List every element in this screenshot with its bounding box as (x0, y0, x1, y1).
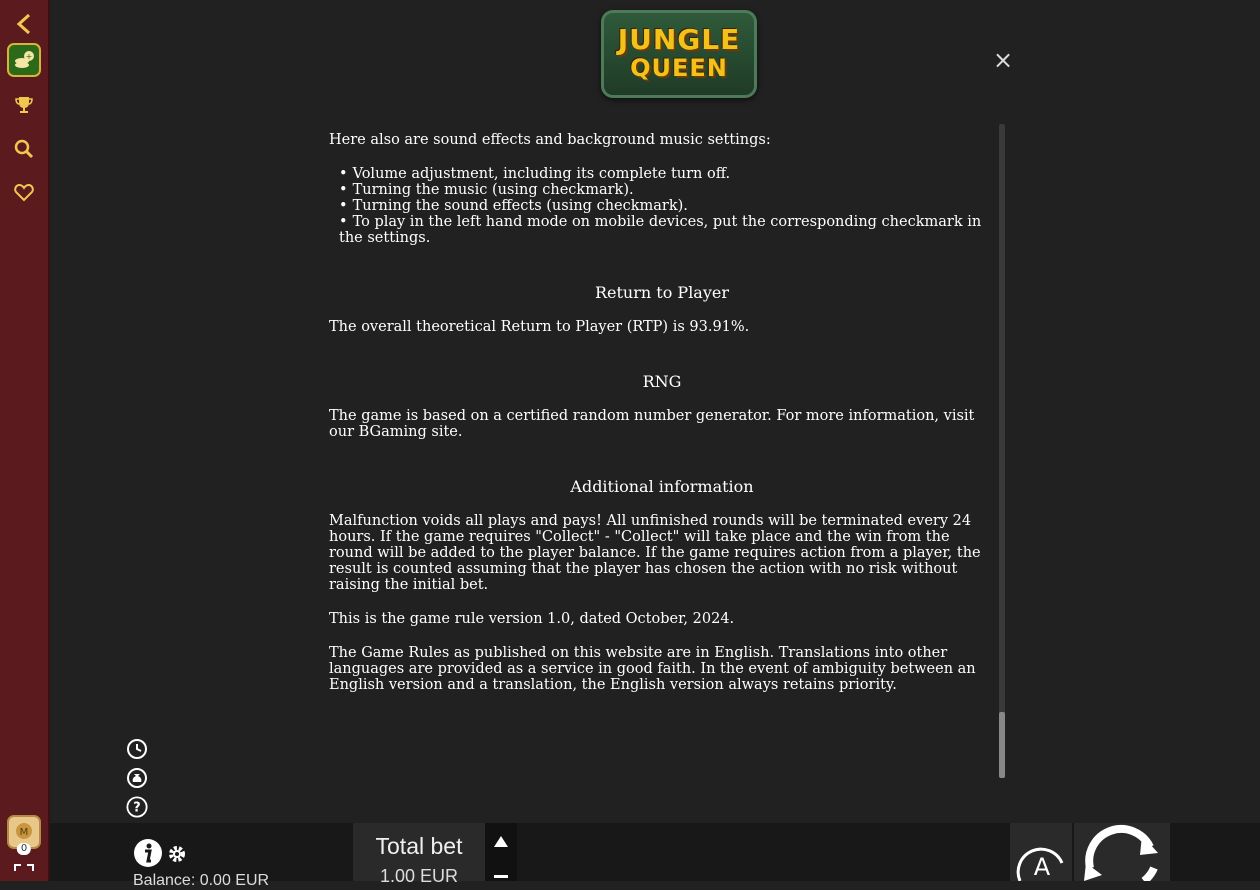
scrollbar-track[interactable] (999, 124, 1005, 778)
balance-display: Balance: 0.00 EUR (133, 872, 270, 889)
rules-panel (329, 124, 995, 778)
info-icon[interactable] (133, 838, 163, 868)
mission-count-badge: 0 (17, 843, 31, 855)
left-sidebar (0, 0, 50, 881)
game-logo (601, 10, 757, 98)
scrollbar-thumb[interactable] (999, 712, 1005, 778)
mission-badge-letter: M (19, 827, 29, 838)
settings-intro: Here also are sound effects and background music settings: (329, 132, 771, 148)
mission-button[interactable] (0, 810, 48, 854)
autoplay-label: A (1033, 853, 1051, 881)
list-item: • Turning the music (using checkmark). (329, 182, 995, 198)
autoplay-button[interactable] (1010, 823, 1072, 881)
language-text: The Game Rules as published on this website are in English. Translations into other languages are provided as a service in good faith. In the event of ambiguity between an English version and a translation, the English version always retains priority. (329, 645, 976, 693)
rng-text: The game is based on a certified random number generator. For more information, visit our BGaming site. (329, 408, 975, 440)
logo-line-1: JUNGLE (617, 23, 741, 56)
rtp-heading: Return to Player (594, 283, 729, 302)
additional-heading: Additional information (570, 477, 754, 496)
games-icon (7, 43, 41, 77)
spin-icon (1074, 823, 1170, 881)
close-button[interactable]: × (992, 46, 1014, 74)
money-bag-icon[interactable] (126, 767, 148, 789)
rtp-text: The overall theoretical Return to Player (RTP) is 93.91%. (329, 319, 750, 335)
svg-text:+: + (25, 52, 33, 61)
games-button[interactable] (0, 41, 48, 79)
total-bet-panel (353, 823, 485, 886)
spin-button[interactable] (1074, 823, 1170, 881)
mission-icon (7, 815, 41, 854)
gear-icon[interactable] (167, 844, 187, 864)
total-bet-label: Total bet (375, 833, 463, 859)
bet-increase-icon[interactable] (494, 836, 508, 847)
back-arrow-icon[interactable] (0, 10, 48, 38)
version-text: This is the game rule version 1.0, dated October, 2024. (329, 611, 735, 627)
heart-icon[interactable] (0, 180, 48, 206)
total-bet-value: 1.00 EUR (379, 866, 459, 886)
additional-text: Malfunction voids all plays and pays! All unfinished rounds will be terminated every 24 hours. If the game requires "Collect" - "Collect" will take place and the win from the round will be added to the player balance. If the game requires action from a player, the result is counted assuming that the player has chosen the action with no risk without raising the initial bet. (329, 513, 981, 593)
rng-heading: RNG (642, 372, 682, 391)
search-icon[interactable] (0, 136, 48, 162)
trophy-icon[interactable] (0, 92, 48, 118)
list-item: • Volume adjustment, including its complete turn off. (329, 166, 995, 182)
help-icon[interactable] (126, 796, 148, 818)
settings-list (329, 166, 995, 246)
list-item: • Turning the sound effects (using checkmark). (329, 198, 995, 214)
bet-decrease-icon[interactable] (494, 875, 508, 878)
svg-text:?: ? (133, 800, 141, 816)
bet-adjust (485, 823, 517, 881)
history-icon[interactable] (126, 738, 148, 760)
list-item: • To play in the left hand mode on mobile devices, put the corresponding checkmark in the settings. (329, 214, 995, 246)
logo-line-2: QUEEN (630, 54, 728, 82)
